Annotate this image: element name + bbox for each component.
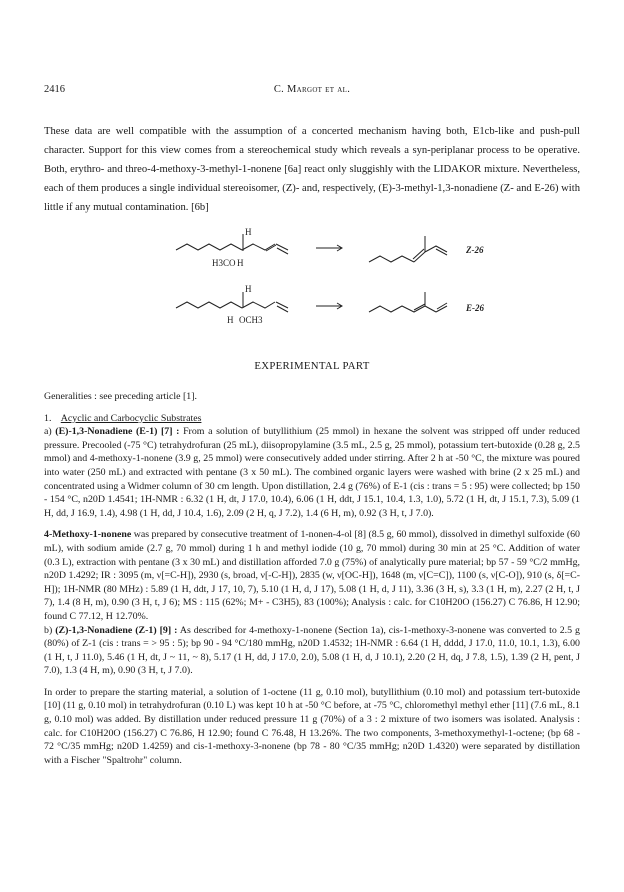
product-z26-label: Z-26 bbox=[466, 245, 484, 255]
reactant-2-h-bottom: H bbox=[227, 315, 234, 325]
reactant-2-h-top: H bbox=[245, 284, 252, 294]
page-number: 2416 bbox=[44, 84, 65, 95]
paragraph-b-title: 4-Methoxy-1-nonene bbox=[44, 529, 132, 541]
reactant-1-h-top: H bbox=[245, 227, 252, 237]
paragraph-b bbox=[44, 528, 580, 623]
reaction-scheme bbox=[44, 222, 580, 340]
subsection-number: 1. bbox=[44, 412, 52, 424]
reactant-1-structure bbox=[176, 234, 288, 254]
paragraph-c-label: b) bbox=[44, 624, 53, 636]
scheme-drawing bbox=[44, 222, 580, 340]
reaction-arrow-1 bbox=[316, 245, 342, 251]
generalities-line: Generalities : see preceding article [1]. bbox=[44, 391, 197, 402]
paragraph-c bbox=[44, 624, 580, 678]
reactant-2-structure bbox=[176, 292, 288, 312]
product-e26-structure bbox=[369, 292, 447, 312]
paragraph-c-title: (Z)-1,3-Nonadiene (Z-1) [9] : bbox=[55, 624, 178, 636]
page-header bbox=[44, 84, 580, 98]
body-text bbox=[44, 390, 580, 767]
subsection-heading bbox=[44, 412, 580, 426]
product-z26-structure bbox=[369, 236, 447, 262]
running-author: C. Margot et al. bbox=[273, 84, 351, 95]
paragraph-a-title: (E)-1,3-Nonadiene (E-1) [7] : bbox=[55, 426, 180, 438]
paragraph-a-text: From a solution of butyllithium (25 mmol) in hexane the solvent was stripped off under reduced pressure. Precooled (-75 °C) tetrahydrofuran (25 mL), diisopropylamine (3.5 mL, 2.5 g, 25 mmol), potassium tert-butoxide (0.28 g, 2.5 mmol) and 4-methoxy-1-nonene (3.9 g, 25 mmol) were consecutively added under stirring. After 2 h at -50 °C, the mixture was poured into water (250 mL) and extracted with pentane (3 x 50 mL). The combined organic layers were washed with brine (2 x 25 mL) and concentrated using a Widmer column of 30 cm length. Upon distillation, 2.4 g (76%) of E-1 (cis : trans = 5 : 95) were collected; bp 150 - 154 °C, n20D 1.4541; 1H-NMR : 6.32 (1 H, dt, J 17.0, 10.4), 6.06 (1 H, ddt, J 15.1, 10.4, 1.3, 1.0), 5.72 (1 H, dt, J 15.1, 7.3), 5.09 (1 H, dd, J 16.9, 1.4), 4.98 (1 H, dd, J 10.4, 1.6), 2.09 (2 H, q, J 7.2), 1.4 (6 H, m), 0.92 (3 H, t, J 7.0). bbox=[44, 426, 580, 519]
reaction-arrow-2 bbox=[316, 303, 342, 309]
subsection-title: Acyclic and Carbocyclic Substrates bbox=[60, 412, 202, 424]
paragraph-d: In order to prepare the starting material, a solution of 1-octene (11 g, 0.10 mol), butyllithium (0.10 mol) and potassium tert-butoxide [10] (11 g, 0.10 mol) in tetrahydrofuran (0.10 L) was kept 10 h at -50 °C before, at -75 °C, chloromethyl methyl ether [11] (7.6 mL, 8.1 g, 0.10 mol) was added. By distillation under reduced pressure 11 g (70%) of a 3 : 2 mixture of two isomers was isolated. Analysis : calc. for C10H20O (156.27) C 76.86, H 12.90; found C 76.48, H 13.26%. The two components, 3-methoxymethyl-1-octene; (bp 68 - 72 °C/35 mmHg; n20D 1.4259) and cis-1-methoxy-3-nonene (bp 78 - 80 °C/35 mmHg; n20D 1.4320) were separated by distillation with a Fischer "Spaltrohr" column. bbox=[44, 686, 580, 766]
intro-paragraph: These data are well compatible with the assumption of a concerted mechanism having both, E1cb-like and push-pull character. Support for this view comes from a stereochemical study which reveals a syn-periplanar process to be operative. Both, erythro- and threo-4-methoxy-3-methyl-1-nonene [6a] react only sluggishly with the LIDAKOR mixture. Nevertheless, each of them produces a single individual stereoisomer, (Z)- and, respectively, (E)-3-methyl-1,3-nonadiene (Z- and E-26) with little if any mutual contamination. [6b] bbox=[44, 126, 580, 213]
section-title: EXPERIMENTAL PART bbox=[254, 360, 370, 372]
paragraph-a-label: a) bbox=[44, 426, 52, 438]
reactant-1-methoxy: H3CO bbox=[212, 258, 236, 268]
reactant-2-methoxy: OCH3 bbox=[239, 315, 263, 325]
reactant-1-h-bottom: H bbox=[237, 258, 244, 268]
product-e26-label: E-26 bbox=[466, 303, 484, 313]
paragraph-b-text: was prepared by consecutive treatment of 1-nonen-4-ol [8] (8.5 g, 60 mmol), dissolved in dimethyl sulfoxide (60 mL), with sodium amide (2.7 g, 70 mmol) during 1 h and methyl iodide (10 g, 70 mmol) during 30 min at 25 °C. Addition of water (0.3 L), extraction with pentane (3 x 30 mL) and distillation afforded 7.0 g (75%) of analytically pure material; bp 57 - 59 °C/2 mmHg, n20D 1.4292; IR : 3095 (m, ν[=C-H]), 2930 (s, broad, ν[-C-H]), 2835 (w, ν[OC-H]), 1648 (m, ν[C=C]), 1100 (s, ν[C-O]), 910 (s, δ[=C-H]); 1H-NMR (80 MHz) : 5.89 (1 H, ddt, J 17, 10, 7), 5.10 (1 H, d, J 17), 5.08 (1 H, d, J 11), 3.36 (3 H, s), 3.3 (1 H, m), 2.27 (2 H, t, J 7), 1.4 (8 H, m), 0.90 (3 H, t, J 6); MS : 115 (62%; M+ - C3H5), 83 (100%); Analysis : calc. for C10H20O (156.27) C 76.86, H 12.90; found C 77.12, H 12.70%. bbox=[44, 529, 580, 622]
paragraph-a bbox=[44, 425, 580, 520]
paragraph-c-text: As described for 4-methoxy-1-nonene (Section 1a), cis-1-methoxy-3-nonene was converted to 2.5 g (80%) of Z-1 (cis : trans = > 95 : 5); bp 90 - 94 °C/180 mmHg, n20D 1.4532; 1H-NMR : 6.64 (1 H, dddd, J 17.0, 11.0, 10.1, 1.3), 6.00 (1 H, t, J 11.0), 5.46 (1 H, dt, J ~ 11, ~ 8), 5.17 (1 H, dd, J 17.0, 2.0), 5.08 (1 H, d, J 10.1), 2.20 (2 H, dq, J 7.8, 1.5), 1.39 (2 H, pent, J 7.0), 1.3 (4 H, m), 0.90 (3 H, t, J 7.0). bbox=[44, 624, 580, 677]
